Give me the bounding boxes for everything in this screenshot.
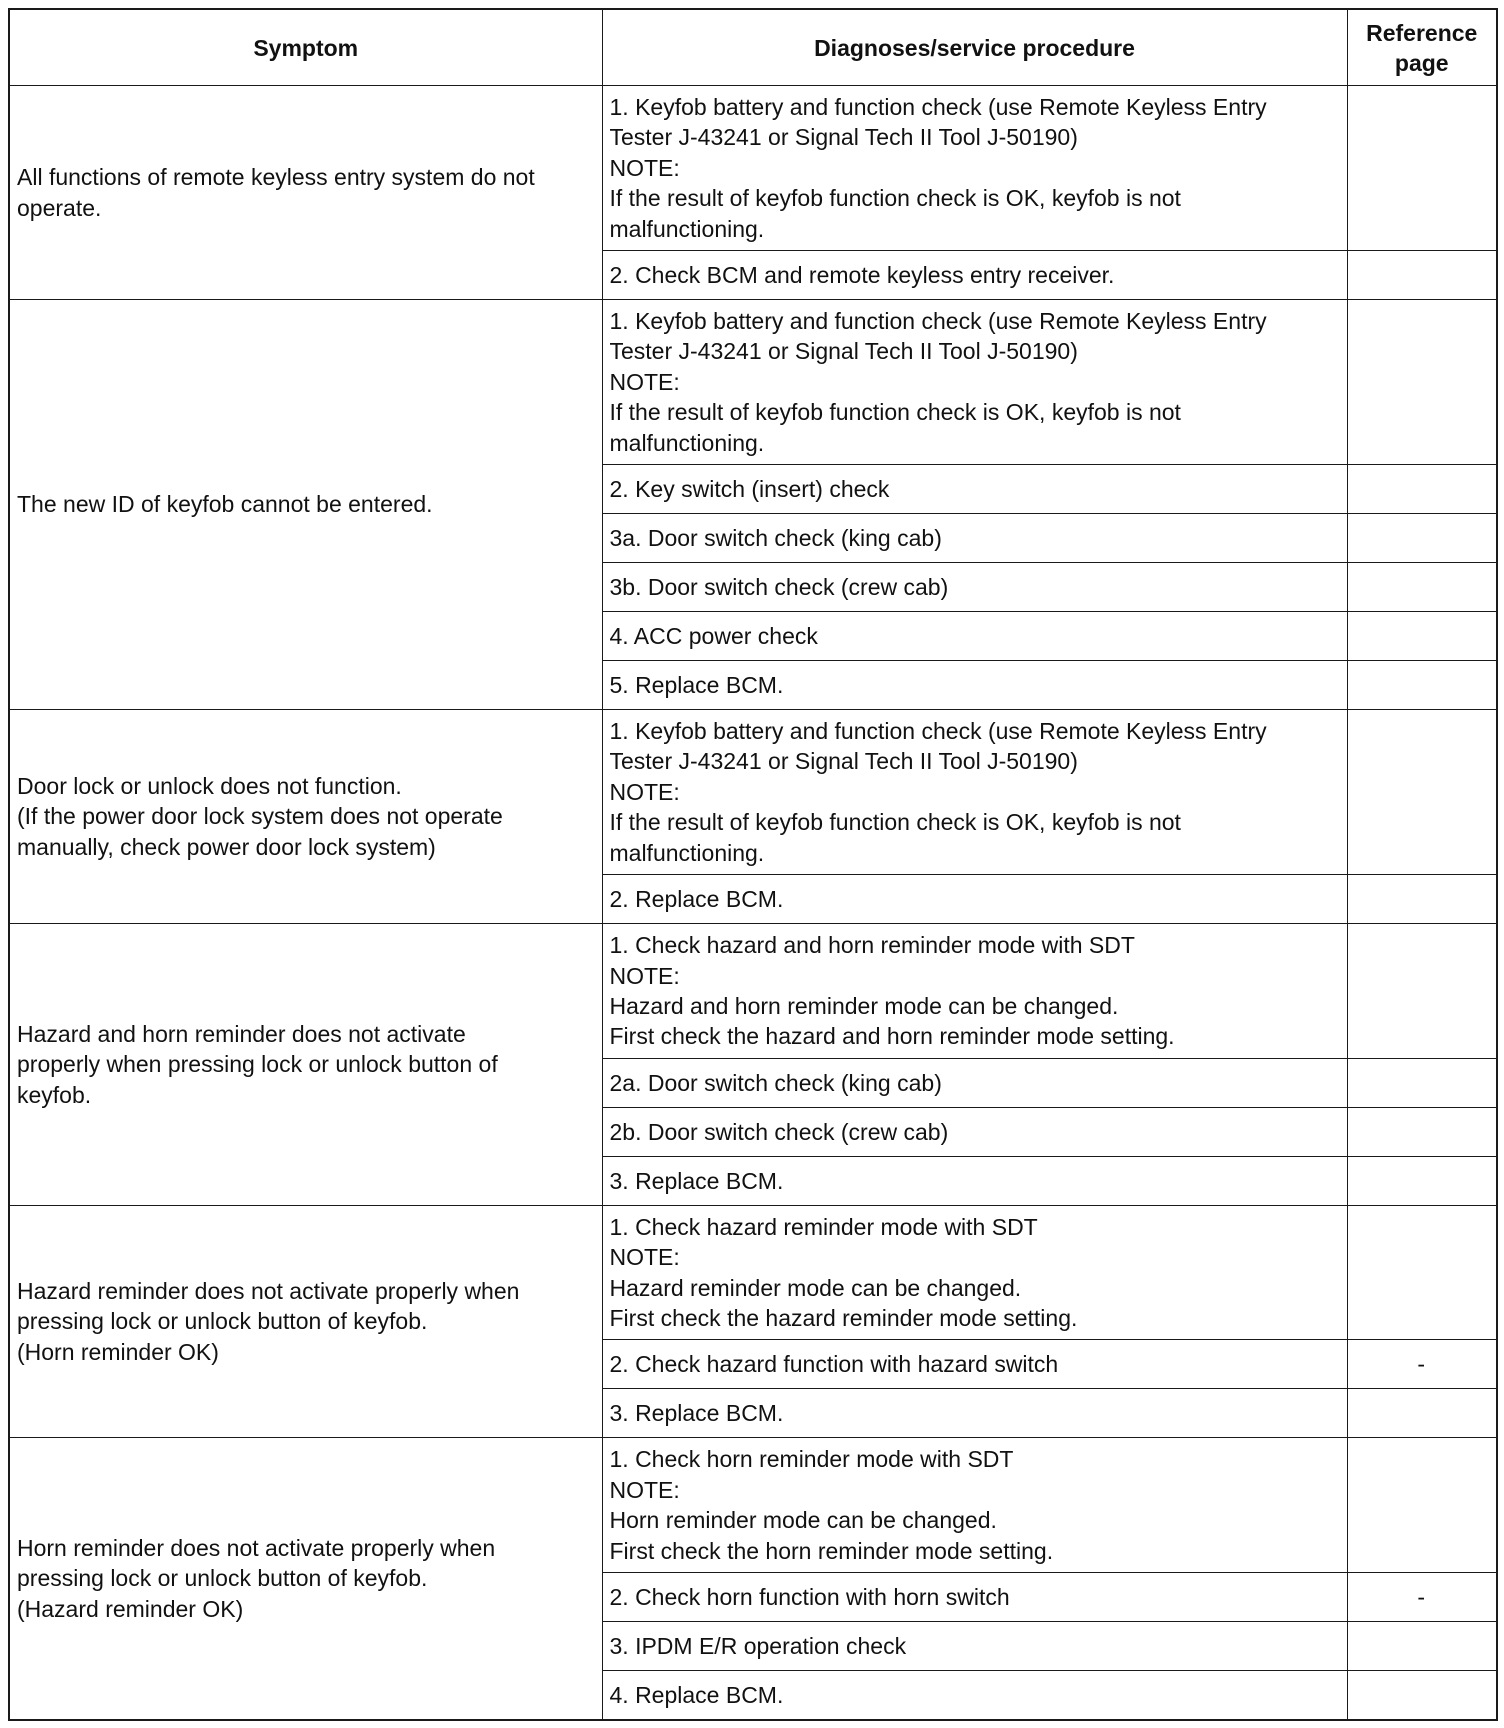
procedure-line: 4. ACC power check <box>609 622 818 649</box>
procedure-cell <box>602 924 1347 1059</box>
reference-cell <box>1347 1058 1497 1107</box>
reference-cell <box>1347 1156 1497 1205</box>
procedure-cell <box>602 514 1347 563</box>
procedure-line: 2. Check BCM and remote keyless entry receiver. <box>609 261 1115 288</box>
procedure-line: 3a. Door switch check (king cab) <box>609 524 942 551</box>
procedure-cell <box>602 661 1347 710</box>
procedure-line: 1. Keyfob battery and function check (use Remote Keyless Entry <box>609 718 1267 745</box>
header-procedure: Diagnoses/service procedure <box>602 9 1347 86</box>
symptom-line: pressing lock or unlock button of keyfob. <box>17 1565 428 1592</box>
reference-cell <box>1347 1107 1497 1156</box>
table-row <box>9 86 1497 251</box>
table-row <box>9 1205 1497 1340</box>
reference-cell <box>1347 1389 1497 1438</box>
procedure-cell <box>602 1438 1347 1573</box>
reference-cell <box>1347 612 1497 661</box>
procedure-line: 3. Replace BCM. <box>609 1400 784 1427</box>
reference-cell <box>1347 710 1497 875</box>
reference-cell <box>1347 251 1497 300</box>
procedure-line: 1. Keyfob battery and function check (use Remote Keyless Entry <box>609 308 1267 335</box>
procedure-cell <box>602 300 1347 465</box>
procedure-line: First check the hazard and horn reminder mode setting. <box>609 1023 1175 1050</box>
symptom-line: pressing lock or unlock button of keyfob. <box>17 1308 428 1335</box>
symptom-line: keyfob. <box>17 1081 92 1108</box>
symptom-line: (Hazard reminder OK) <box>17 1595 244 1622</box>
procedure-line: Tester J-43241 or Signal Tech II Tool J-50190) <box>609 748 1078 775</box>
procedure-line: NOTE: <box>609 368 680 395</box>
procedure-cell <box>602 1156 1347 1205</box>
procedure-cell <box>602 251 1347 300</box>
reference-cell <box>1347 1438 1497 1573</box>
procedure-line: 2. Check horn function with horn switch <box>609 1583 1010 1610</box>
procedure-line: 2b. Door switch check (crew cab) <box>609 1118 949 1145</box>
procedure-line: 1. Check hazard and horn reminder mode with SDT <box>609 932 1135 959</box>
procedure-cell <box>602 1205 1347 1340</box>
table-row <box>9 710 1497 875</box>
procedure-line: First check the hazard reminder mode setting. <box>609 1304 1078 1331</box>
procedure-line: Horn reminder mode can be changed. <box>609 1507 997 1534</box>
procedure-line: If the result of keyfob function check is OK, keyfob is not <box>609 809 1181 836</box>
procedure-cell <box>602 1670 1347 1720</box>
procedure-cell <box>602 875 1347 924</box>
procedure-cell <box>602 1058 1347 1107</box>
procedure-line: 2a. Door switch check (king cab) <box>609 1069 942 1096</box>
reference-cell <box>1347 563 1497 612</box>
symptom-cell <box>9 1205 602 1438</box>
header-symptom: Symptom <box>9 9 602 86</box>
procedure-line: Tester J-43241 or Signal Tech II Tool J-50190) <box>609 338 1078 365</box>
procedure-cell <box>602 1572 1347 1621</box>
symptom-line: All functions of remote keyless entry system do not <box>17 164 535 191</box>
symptom-cell <box>9 924 602 1206</box>
procedure-line: Tester J-43241 or Signal Tech II Tool J-50190) <box>609 124 1078 151</box>
procedure-line: 3. Replace BCM. <box>609 1167 784 1194</box>
symptom-table <box>8 8 1498 1721</box>
reference-cell <box>1347 86 1497 251</box>
symptom-line: Door lock or unlock does not function. <box>17 772 402 799</box>
procedure-line: Hazard reminder mode can be changed. <box>609 1274 1022 1301</box>
procedure-line: 2. Replace BCM. <box>609 885 784 912</box>
procedure-cell <box>602 465 1347 514</box>
procedure-line: 5. Replace BCM. <box>609 671 784 698</box>
procedure-line: NOTE: <box>609 778 680 805</box>
procedure-line: malfunctioning. <box>609 429 765 456</box>
table-row <box>9 1438 1497 1573</box>
reference-cell <box>1347 465 1497 514</box>
symptom-cell <box>9 1438 602 1720</box>
procedure-line: First check the horn reminder mode setting. <box>609 1537 1054 1564</box>
reference-cell <box>1347 1621 1497 1670</box>
symptom-line: Hazard and horn reminder does not activate <box>17 1020 466 1047</box>
procedure-line: 4. Replace BCM. <box>609 1681 784 1708</box>
procedure-line: 2. Check hazard function with hazard switch <box>609 1351 1059 1378</box>
header-row <box>9 9 1497 86</box>
header-reference <box>1347 9 1497 86</box>
reference-cell <box>1347 300 1497 465</box>
symptom-cell <box>9 300 602 710</box>
procedure-line: If the result of keyfob function check is OK, keyfob is not <box>609 399 1181 426</box>
procedure-cell <box>602 1107 1347 1156</box>
procedure-line: malfunctioning. <box>609 215 765 242</box>
symptom-line: manually, check power door lock system) <box>17 833 436 860</box>
procedure-line: 3b. Door switch check (crew cab) <box>609 573 949 600</box>
reference-cell: - <box>1347 1572 1497 1621</box>
reference-cell <box>1347 875 1497 924</box>
procedure-cell <box>602 1340 1347 1389</box>
reference-cell <box>1347 924 1497 1059</box>
procedure-line: 1. Check hazard reminder mode with SDT <box>609 1213 1038 1240</box>
table-row <box>9 300 1497 465</box>
procedure-cell <box>602 710 1347 875</box>
procedure-cell <box>602 612 1347 661</box>
procedure-line: 3. IPDM E/R operation check <box>609 1632 907 1659</box>
symptom-cell <box>9 86 602 300</box>
symptom-line: properly when pressing lock or unlock button of <box>17 1051 498 1078</box>
table-body <box>9 86 1497 1720</box>
procedure-line: If the result of keyfob function check is OK, keyfob is not <box>609 185 1181 212</box>
reference-cell <box>1347 1670 1497 1720</box>
procedure-cell <box>602 1621 1347 1670</box>
procedure-cell <box>602 1389 1347 1438</box>
symptom-line: (Horn reminder OK) <box>17 1338 219 1365</box>
procedure-line: Hazard and horn reminder mode can be changed. <box>609 992 1119 1019</box>
table-row <box>9 924 1497 1059</box>
procedure-cell <box>602 563 1347 612</box>
procedure-line: 1. Keyfob battery and function check (use Remote Keyless Entry <box>609 94 1267 120</box>
reference-cell <box>1347 1205 1497 1340</box>
reference-cell: - <box>1347 1340 1497 1389</box>
header-reference-line2: page <box>1394 49 1449 76</box>
reference-cell <box>1347 514 1497 563</box>
procedure-cell <box>602 86 1347 251</box>
procedure-line: NOTE: <box>609 1476 680 1503</box>
symptom-line: (If the power door lock system does not operate <box>17 803 503 830</box>
procedure-line: NOTE: <box>609 962 680 989</box>
procedure-line: NOTE: <box>609 1244 680 1271</box>
symptom-line: Horn reminder does not activate properly when <box>17 1535 496 1562</box>
symptom-line: The new ID of keyfob cannot be entered. <box>17 491 433 518</box>
procedure-line: 2. Key switch (insert) check <box>609 475 890 502</box>
symptom-line: Hazard reminder does not activate properly when <box>17 1277 520 1304</box>
procedure-line: 1. Check horn reminder mode with SDT <box>609 1446 1014 1473</box>
header-reference-line1: Reference <box>1366 19 1478 46</box>
procedure-line: malfunctioning. <box>609 839 765 866</box>
diagnosis-sheet <box>8 8 1496 1721</box>
symptom-line: operate. <box>17 194 102 221</box>
reference-cell <box>1347 661 1497 710</box>
procedure-line: NOTE: <box>609 154 680 181</box>
symptom-cell <box>9 710 602 924</box>
